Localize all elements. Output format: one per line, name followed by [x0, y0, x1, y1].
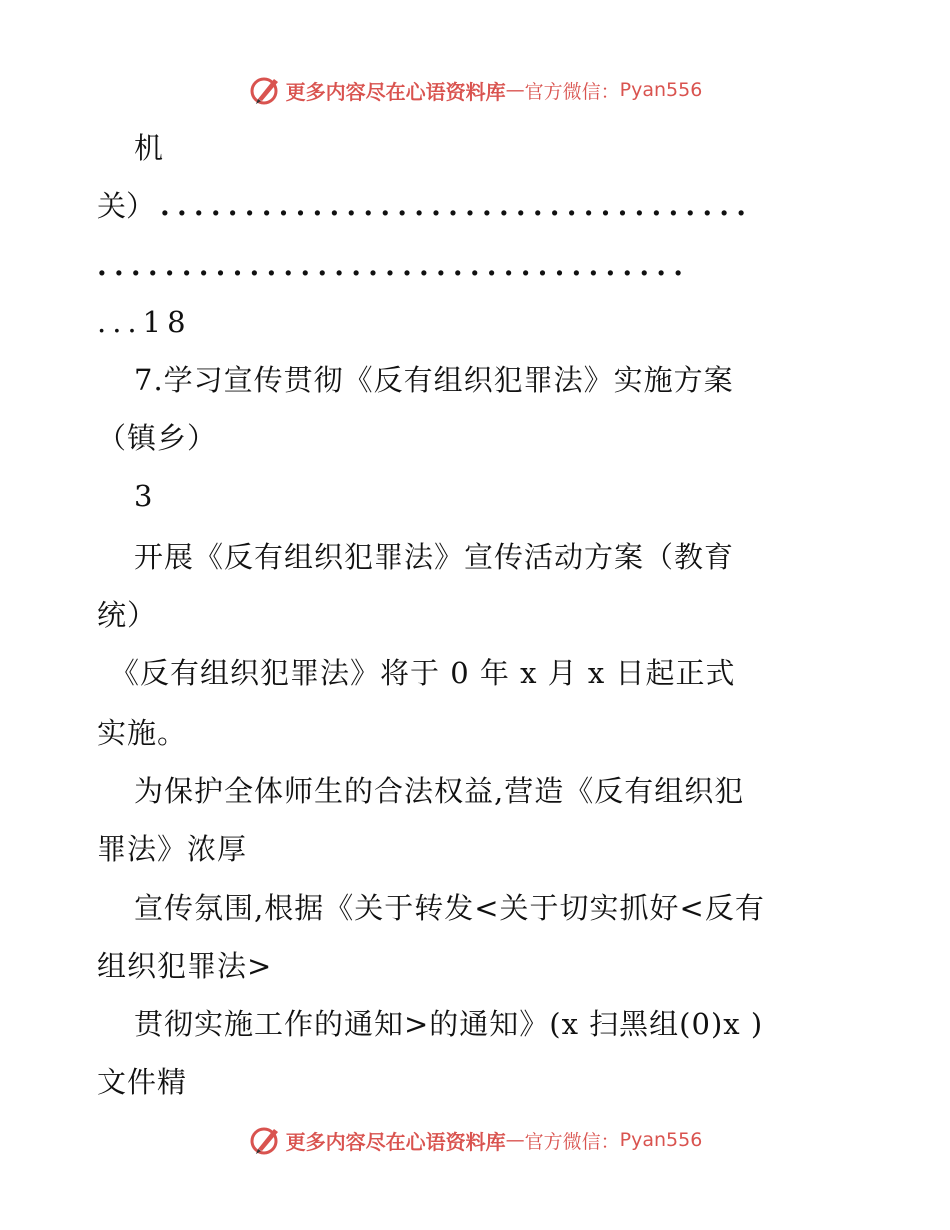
- watermark-contact-id: Pyan556: [619, 1129, 703, 1151]
- toc-line-2-prefix: 关）: [97, 189, 156, 223]
- pen-logo-icon: [248, 1123, 282, 1157]
- body-line-8: 为保护全体师生的合法权益,营造《反有组织犯: [134, 774, 745, 808]
- body-line-13: 文件精: [97, 1065, 188, 1099]
- body-line-3: 3: [134, 479, 154, 513]
- body-line-6: 《反有组织犯罪法》将于 0 年 x 月 x 日起正式: [110, 656, 736, 690]
- watermark-text: 更多内容尽在心语资料库: [285, 1129, 506, 1154]
- body-line-10: 宣传氛围,根据《关于转发<关于切实抓好<反有: [134, 891, 765, 925]
- body-line-2: （镇乡）: [97, 421, 218, 455]
- body-line-9: 罪法》浓厚: [97, 832, 248, 866]
- pen-logo-icon: [248, 73, 282, 107]
- body-line-12: 贯彻实施工作的通知>的通知》(x 扫黑组(0)x ): [134, 1007, 764, 1041]
- toc-line-4: ...18: [97, 305, 192, 339]
- watermark-contact-id: Pyan556: [619, 79, 703, 101]
- body-line-5: 统）: [97, 598, 158, 632]
- watermark-contact-label: 官方微信：: [524, 1130, 620, 1153]
- toc-line-1: 机: [134, 131, 165, 165]
- watermark-dash: —: [505, 1129, 525, 1151]
- body-line-7: 实施。: [97, 716, 188, 750]
- toc-line-2-dots: ...................................: [160, 189, 754, 222]
- body-line-1: 7.学习宣传贯彻《反有组织犯罪法》实施方案: [134, 363, 734, 397]
- body-line-11: 组织犯罪法>: [97, 949, 273, 983]
- footer-watermark: [0, 1120, 950, 1160]
- toc-line-3-dots: ...................................: [97, 249, 691, 282]
- watermark-dash: —: [505, 79, 525, 101]
- watermark-text: 更多内容尽在心语资料库: [285, 79, 506, 104]
- watermark-contact-label: 官方微信：: [524, 80, 620, 103]
- header-watermark: [0, 70, 950, 110]
- body-line-4: 开展《反有组织犯罪法》宣传活动方案（教育: [134, 540, 735, 574]
